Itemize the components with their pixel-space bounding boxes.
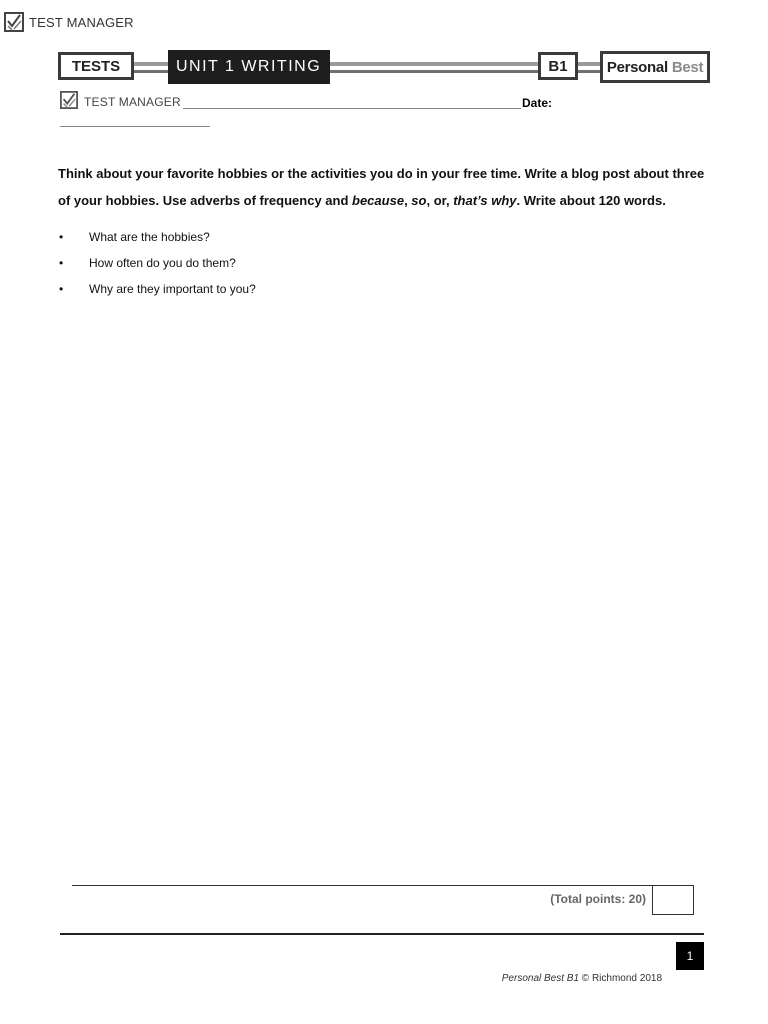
prompt-list xyxy=(58,224,658,302)
total-points: (Total points: 20) xyxy=(550,892,646,906)
prompt-text: What are the hobbies? xyxy=(89,230,210,244)
prompt-text: How often do you do them? xyxy=(89,256,236,270)
instr-text: , xyxy=(404,193,412,208)
list-item xyxy=(58,224,658,250)
date-input-line[interactable] xyxy=(60,126,210,127)
prompt-text: Why are they important to you? xyxy=(89,282,256,296)
test-manager-logo xyxy=(4,12,134,32)
tests-label: TESTS xyxy=(58,52,134,80)
score-box[interactable] xyxy=(652,885,694,915)
book-title: Personal Best B1 xyxy=(501,973,580,984)
bullet-icon: • xyxy=(59,230,64,244)
page-number: 1 xyxy=(676,942,704,970)
instr-em: that’s why xyxy=(453,193,517,208)
instr-em: because xyxy=(352,193,405,208)
name-field-row xyxy=(60,90,521,109)
test-manager-icon xyxy=(4,12,24,32)
logo-text: TEST MANAGER xyxy=(29,14,134,30)
date-label: Date: xyxy=(522,96,553,110)
list-item xyxy=(58,276,658,302)
instr-text: , or, xyxy=(426,193,454,208)
writing-instructions xyxy=(58,160,718,214)
test-manager-icon xyxy=(60,91,78,109)
name-input-line[interactable] xyxy=(183,90,521,109)
footer-divider xyxy=(72,885,694,886)
brand-personal: Personal xyxy=(606,58,668,76)
unit-title: UNIT 1 WRITING xyxy=(168,50,330,84)
instr-text: Think about your favorite hobbies or the activities you do in your free time. Write a blog post about three of your hobbies. Use adverbs of frequency and xyxy=(58,166,705,208)
footer-divider-bold xyxy=(60,933,704,935)
list-item xyxy=(58,250,658,276)
header-banner xyxy=(58,50,710,86)
level-badge: B1 xyxy=(538,52,578,80)
brand-logo xyxy=(600,51,710,83)
name-logo-text: TEST MANAGER xyxy=(84,95,181,109)
instr-em: so xyxy=(411,193,427,208)
bullet-icon: • xyxy=(59,256,64,270)
brand-best: Best xyxy=(671,58,704,76)
copyright-text: © Richmond 2018 xyxy=(579,973,662,984)
copyright xyxy=(440,973,662,984)
bullet-icon: • xyxy=(59,282,64,296)
instr-text: . Write about 120 words. xyxy=(516,193,666,208)
